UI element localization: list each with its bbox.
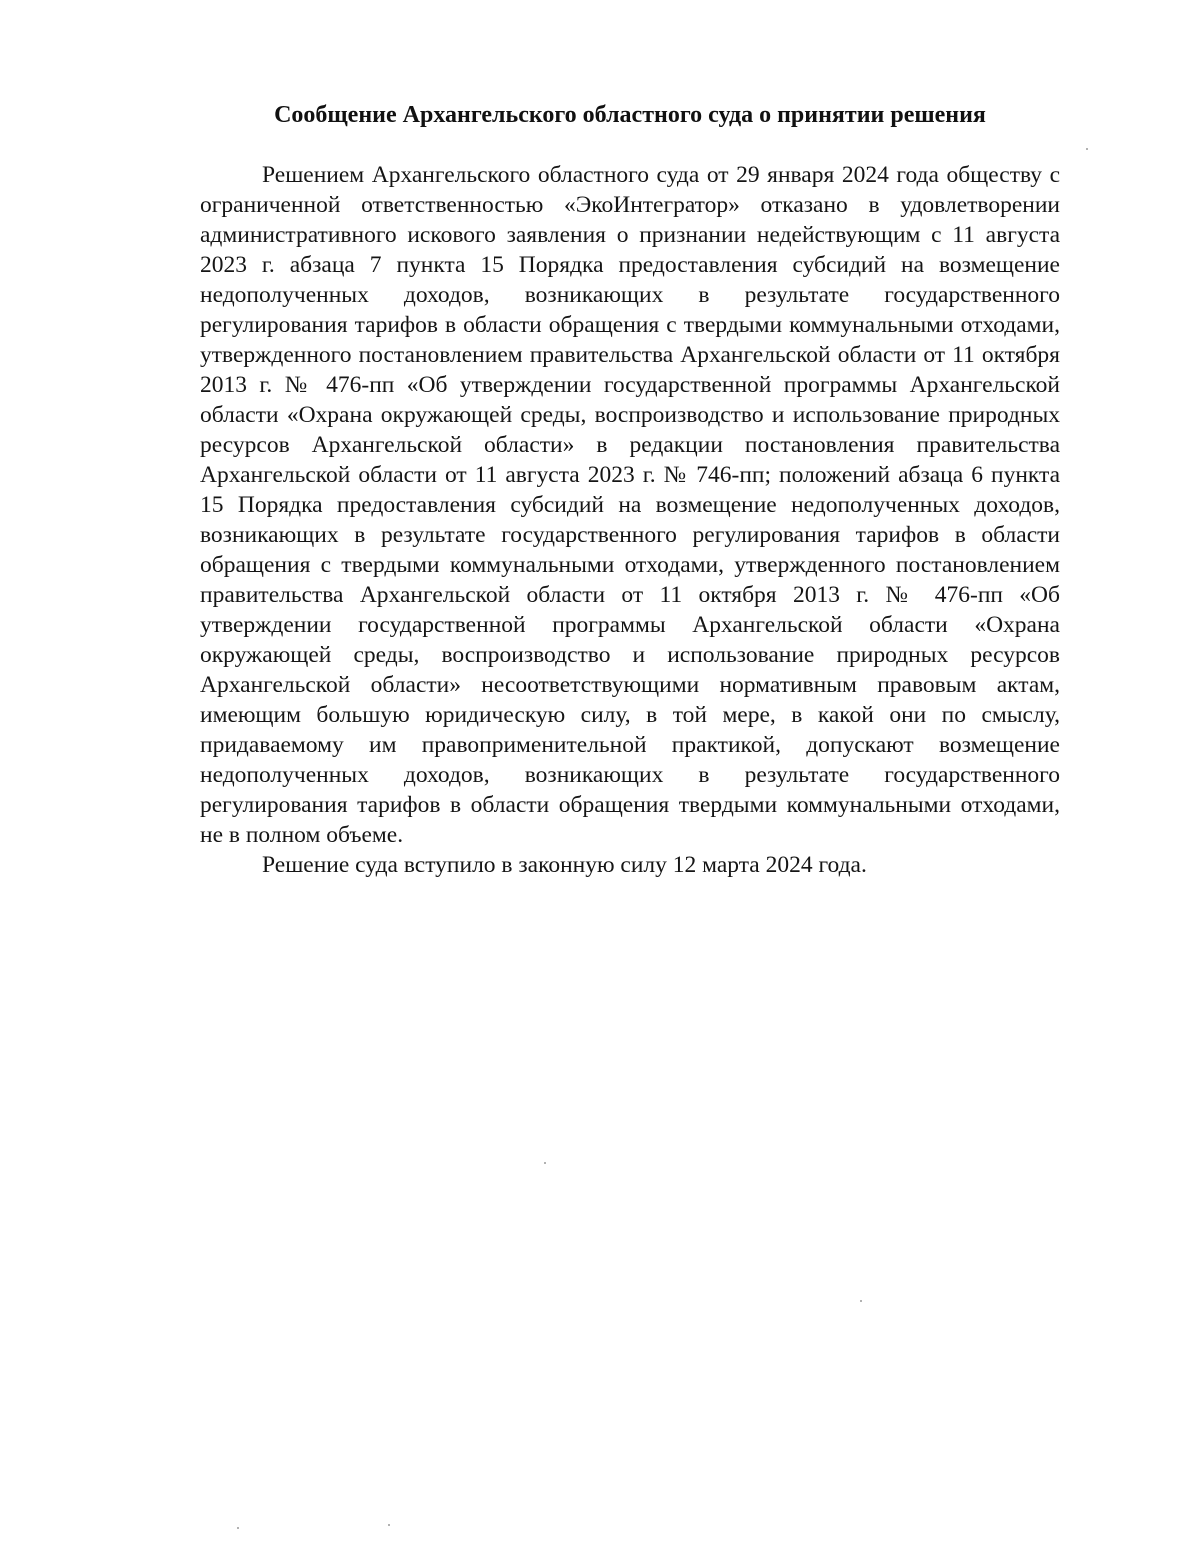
scan-speck [860,1300,862,1302]
scan-speck [544,1162,546,1164]
scan-speck [388,1524,390,1526]
scan-speck [1086,148,1088,150]
scan-speck [237,1527,239,1529]
document-title: Сообщение Архангельского областного суда о принятии решения [274,102,986,128]
document-body [200,160,1060,880]
decision-paragraph: Решением Архангельского областного суда от 29 января 2024 года обществу с ограниченной ответственностью «ЭкоИнтегратор» отказано в удовлетворении административного искового заявления о признании недействующим с 11 августа 2023 г. абзаца 7 пункта 15 Порядка предоставления субсидий на возмещение недополученных доходов, возникающих в результате государственного регулирования тарифов в области обращения с твердыми коммунальными отходами, утвержденного постановлением правительства Архангельской области от 11 октября 2013 г. № 476-пп «Об утверждении государственной программы Архангельской области «Охрана окружающей среды, воспроизводство и использование природных ресурсов Архангельской области» в редакции постановления правительства Архангельской области от 11 августа 2023 г. № 746-пп; положений абзаца 6 пункта 15 Порядка предоставления субсидий на возмещение недополученных доходов, возникающих в результате государственного регулирования тарифов в области обращения с твердыми коммунальными отходами, утвержденного постановлением правительства Архангельской области от 11 октября 2013 г. № 476-пп «Об утверждении государственной программы Архангельской области «Охрана окружающей среды, воспроизводство и использование природных ресурсов Архангельской области» несоответствующими нормативным правовым актам, имеющим большую юридическую силу, в той мере, в какой они по смыслу, придаваемому им правоприменительной практикой, допускают возмещение недополученных доходов, возникающих в результате государственного регулирования тарифов в области обращения твердыми коммунальными отходами, не в полном объеме. [200,162,1060,848]
effective-date-paragraph: Решение суда вступило в законную силу 12 марта 2024 года. [262,852,867,878]
